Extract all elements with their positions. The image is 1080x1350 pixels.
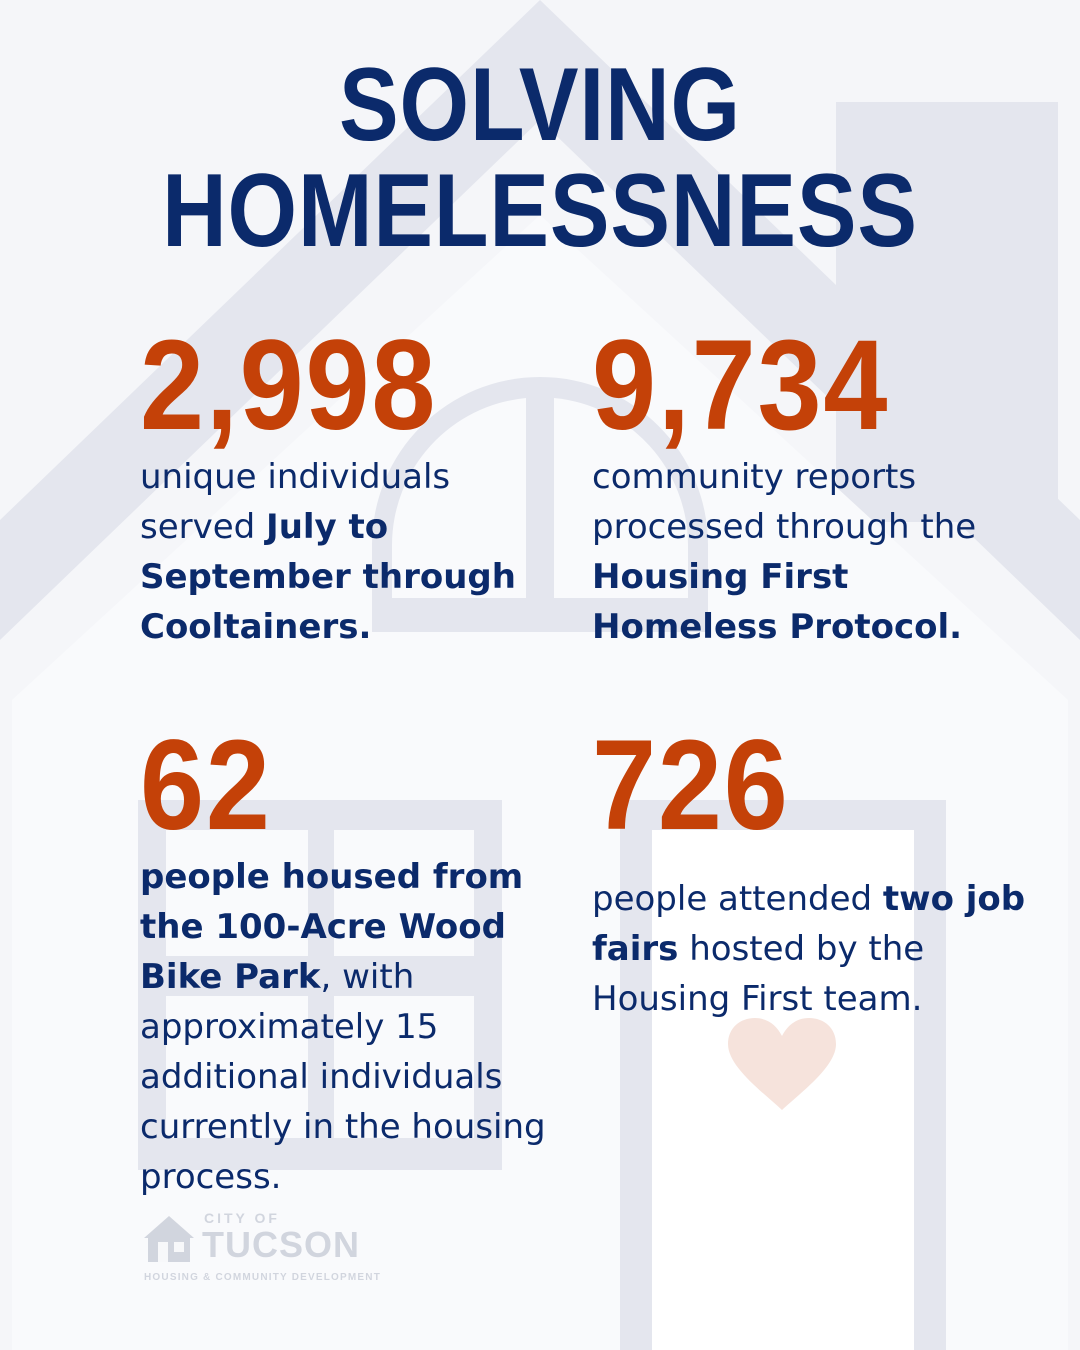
stat-text-bold: people housed from the 100-Acre Wood Bike Park (140, 857, 524, 997)
stat-text: community reports processed through the (592, 457, 977, 547)
logo-subtitle: HOUSING & COMMUNITY DEVELOPMENT (144, 1272, 382, 1283)
stat-description (140, 852, 570, 1202)
stat-number: 9,734 (592, 314, 890, 457)
logo-name: TUCSON (202, 1224, 360, 1265)
city-of-tucson-logo (142, 1208, 442, 1288)
page-title (76, 47, 1005, 269)
stat-text: hosted by the Housing First team. (592, 929, 925, 1019)
stat-cooltainers (140, 314, 560, 652)
logo-city-of: CITY OF (204, 1210, 280, 1226)
stat-text: , with approximately 15 additional individuals currently in the housing process. (140, 957, 546, 1197)
stat-people-housed (140, 714, 570, 1202)
stat-number: 62 (140, 714, 272, 857)
title-line-1: SOLVING (339, 47, 741, 163)
stat-number: 2,998 (140, 314, 438, 457)
stat-community-reports (592, 314, 1032, 652)
stat-description (140, 452, 560, 652)
stat-text-bold: two job fairs (592, 879, 1026, 969)
stat-description (592, 452, 1032, 652)
stat-text-bold: Housing First Homeless Protocol. (592, 557, 963, 647)
title-line-2: HOMELESSNESS (162, 153, 918, 269)
stat-text-bold: July to September through Cooltainers. (140, 507, 516, 647)
logo-house-icon (142, 1214, 196, 1264)
stat-description (592, 874, 1032, 1024)
stat-job-fairs (592, 714, 1032, 1024)
stat-text: people attended (592, 879, 883, 919)
stat-text: unique individuals served (140, 457, 451, 547)
stat-number: 726 (592, 714, 790, 857)
